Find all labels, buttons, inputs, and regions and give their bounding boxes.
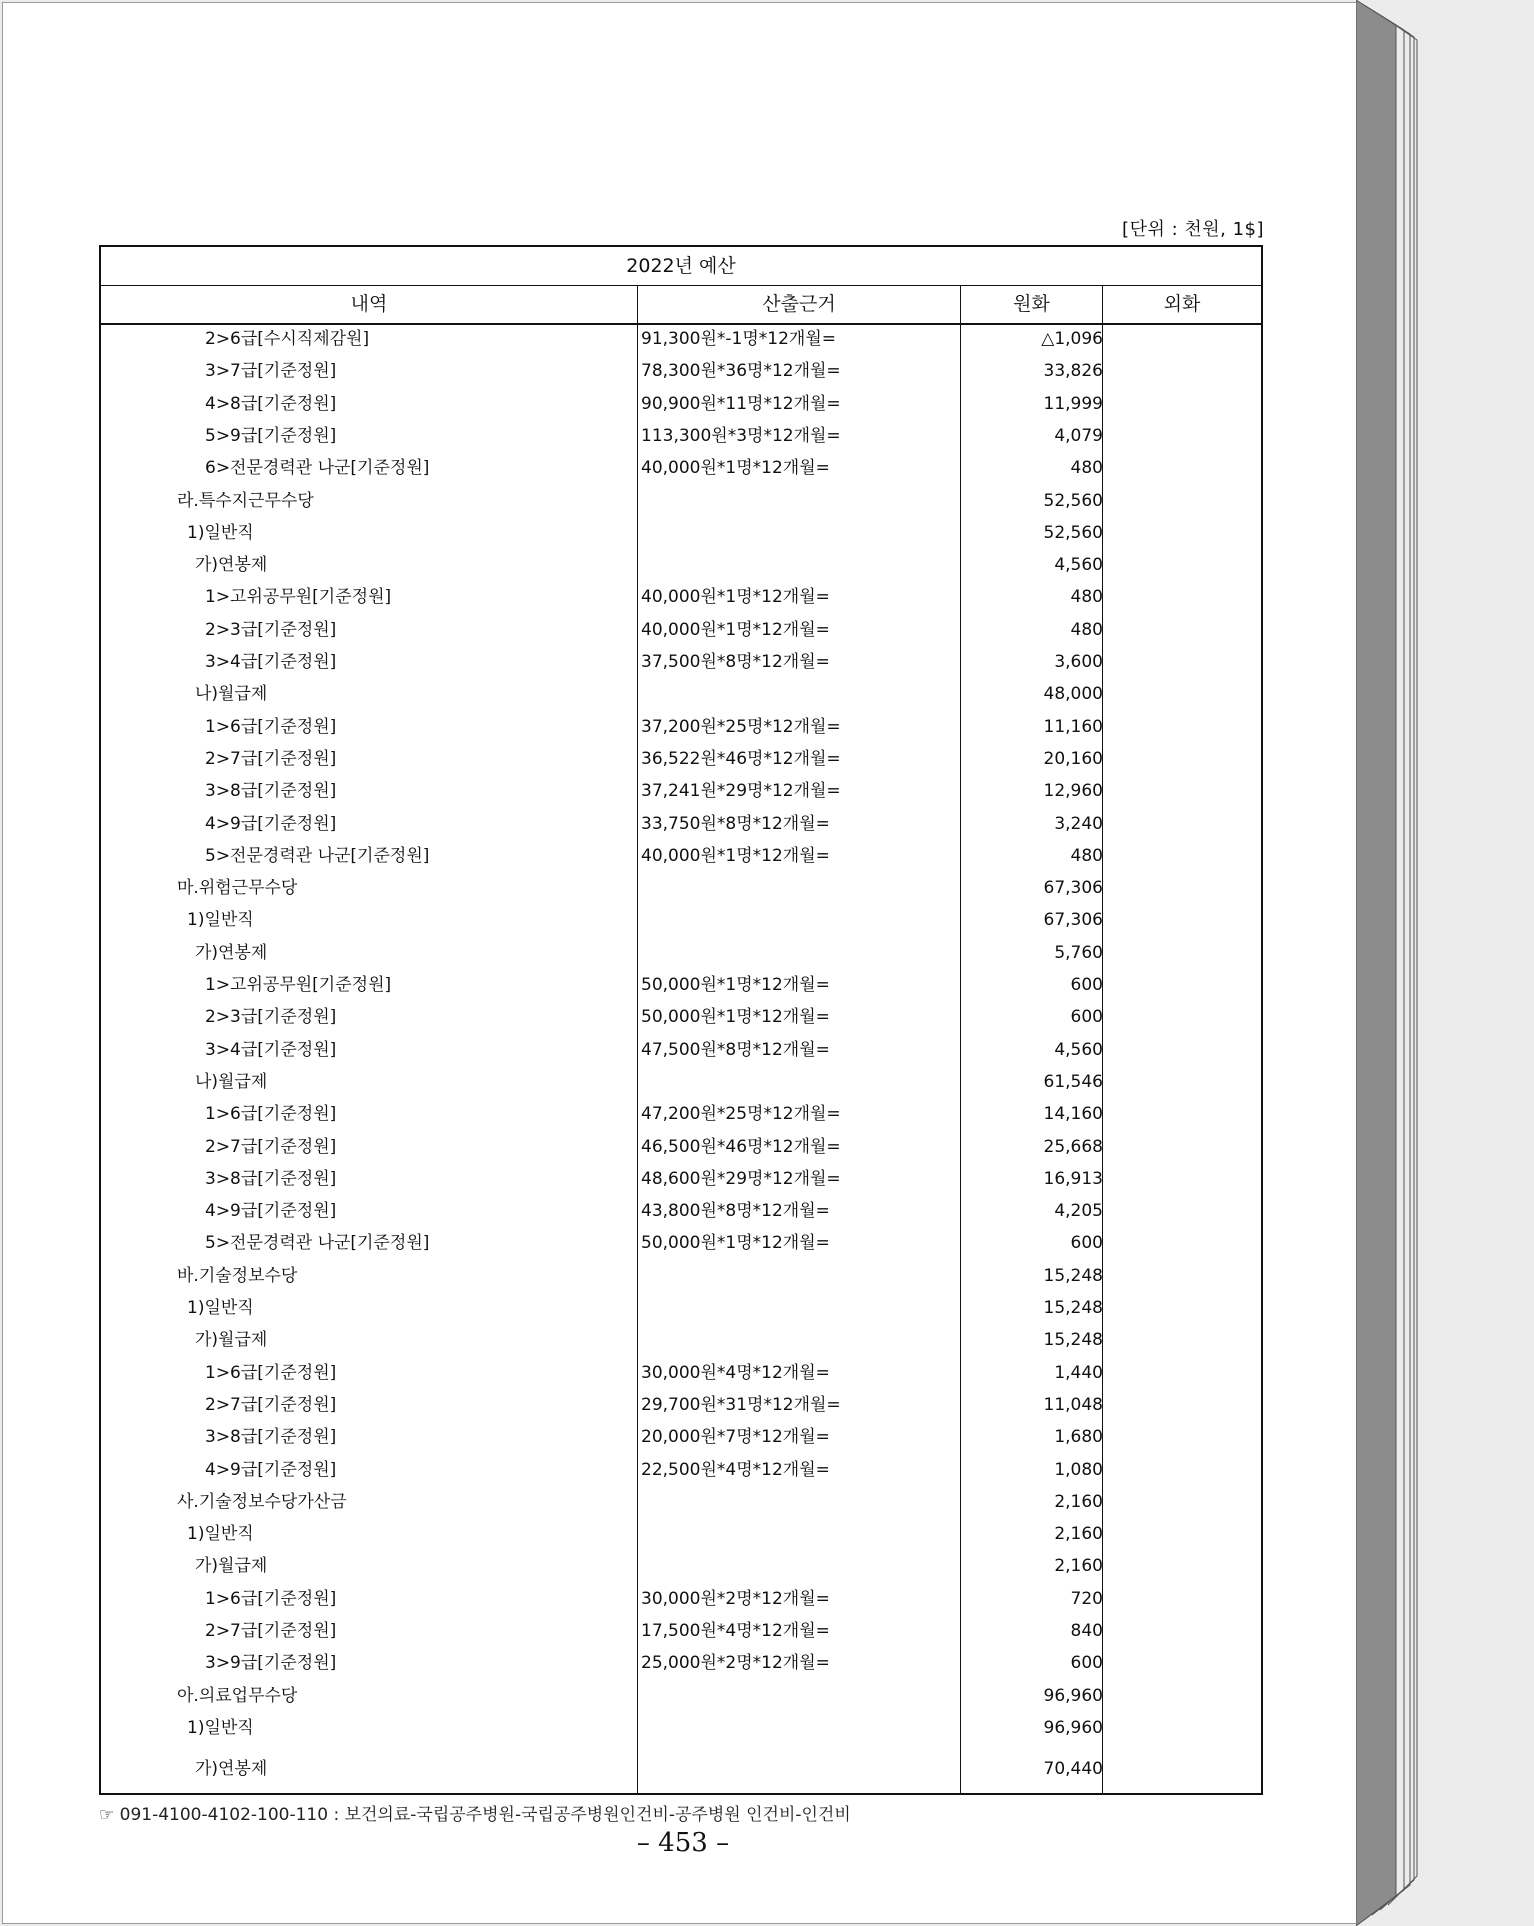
row-krw: 14,160 <box>1043 1104 1103 1125</box>
table-row <box>101 1486 1261 1518</box>
row-krw: 52,560 <box>1043 490 1103 511</box>
row-krw: 600 <box>1070 1233 1103 1254</box>
column-header-krw: 원화 <box>961 285 1102 325</box>
unit-label: [단위 : 천원, 1$] <box>1122 219 1264 240</box>
table-row <box>101 1260 1261 1292</box>
table-row <box>101 808 1261 840</box>
row-krw: 25,668 <box>1043 1136 1103 1157</box>
row-item: 라.특수지근무수당 <box>177 490 314 511</box>
row-krw: 15,248 <box>1043 1330 1103 1351</box>
page-stack-edges <box>1356 0 1418 1926</box>
row-item: 2>3급[기준정원] <box>205 1007 337 1028</box>
table-row <box>101 1712 1261 1744</box>
row-item: 1)일반직 <box>187 1717 254 1738</box>
table-row <box>101 1550 1261 1582</box>
row-krw: 600 <box>1070 1007 1103 1028</box>
table-row <box>101 1753 1261 1785</box>
row-item: 5>전문경력관 나군[기준정원] <box>205 1233 430 1254</box>
table-row <box>101 1389 1261 1421</box>
row-item: 4>9급[기준정원] <box>205 1459 337 1480</box>
row-basis: 22,500원*4명*12개월= <box>641 1459 830 1480</box>
table-row <box>101 1034 1261 1066</box>
row-basis: 17,500원*4명*12개월= <box>641 1621 830 1641</box>
row-basis: 50,000원*1명*12개월= <box>641 1007 830 1028</box>
row-item: 3>9급[기준정원] <box>205 1653 337 1674</box>
row-item: 2>7급[기준정원] <box>205 1394 337 1415</box>
row-basis: 37,241원*29명*12개월= <box>641 781 841 802</box>
table-row <box>101 517 1261 549</box>
row-krw: 70,440 <box>1043 1759 1103 1780</box>
row-item: 2>7급[기준정원] <box>205 748 337 769</box>
row-krw: 16,913 <box>1043 1168 1103 1189</box>
table-row <box>101 1131 1261 1163</box>
row-item: 1>고위공무원[기준정원] <box>205 587 392 608</box>
row-item: 바.기술정보수당 <box>177 1265 298 1286</box>
table-row <box>101 969 1261 1001</box>
row-krw: 12,960 <box>1043 781 1103 802</box>
row-krw: 67,306 <box>1043 878 1103 899</box>
row-item: 가)월급제 <box>195 1330 268 1351</box>
row-basis: 47,200원*25명*12개월= <box>641 1104 841 1125</box>
row-item: 가)연봉제 <box>195 555 268 576</box>
row-krw: 1,680 <box>1054 1427 1103 1448</box>
row-item: 1)일반직 <box>187 1298 254 1318</box>
page-number: – 453 – <box>636 1828 730 1858</box>
table-row <box>101 937 1261 969</box>
row-krw: 67,306 <box>1043 910 1103 931</box>
row-item: 아.의료업무수당 <box>177 1685 298 1706</box>
row-item: 3>8급[기준정원] <box>205 1427 337 1448</box>
table-row <box>101 355 1261 387</box>
row-item: 3>4급[기준정원] <box>205 1039 337 1060</box>
table-row <box>101 1518 1261 1550</box>
row-basis: 30,000원*2명*12개월= <box>641 1588 830 1609</box>
row-item: 2>7급[기준정원] <box>205 1136 337 1157</box>
row-krw: 15,248 <box>1043 1265 1103 1286</box>
row-item: 마.위험근무수당 <box>177 878 298 899</box>
row-krw: 3,600 <box>1054 652 1103 672</box>
row-item: 가)연봉제 <box>195 1759 268 1780</box>
row-basis: 20,000원*7명*12개월= <box>641 1427 830 1448</box>
row-krw: 840 <box>1070 1621 1103 1641</box>
table-row <box>101 323 1261 355</box>
row-krw: 600 <box>1070 975 1103 995</box>
row-krw: 1,440 <box>1054 1362 1103 1383</box>
row-krw: 20,160 <box>1043 748 1103 769</box>
row-basis: 50,000원*1명*12개월= <box>641 1233 830 1254</box>
row-krw: 4,205 <box>1054 1201 1103 1222</box>
row-item: 2>6급[수시직제감원] <box>205 329 370 349</box>
table-row <box>101 1227 1261 1259</box>
row-krw: 480 <box>1070 619 1103 640</box>
row-basis: 43,800원*8명*12개월= <box>641 1201 830 1222</box>
row-item: 5>전문경력관 나군[기준정원] <box>205 845 430 866</box>
row-krw: 96,960 <box>1043 1717 1103 1738</box>
table-row <box>101 1324 1261 1356</box>
row-basis: 33,750원*8명*12개월= <box>641 813 830 834</box>
row-basis: 40,000원*1명*12개월= <box>641 619 830 640</box>
table-row <box>101 840 1261 872</box>
row-basis: 46,500원*46명*12개월= <box>641 1136 841 1157</box>
row-krw: 2,160 <box>1054 1556 1103 1577</box>
column-header-foreign: 외화 <box>1103 285 1261 325</box>
table-row <box>101 485 1261 517</box>
table-row <box>101 743 1261 775</box>
column-header-basis: 산출근거 <box>638 285 960 325</box>
row-item: 1>6급[기준정원] <box>205 1588 337 1609</box>
row-basis: 25,000원*2명*12개월= <box>641 1653 830 1674</box>
row-item: 나)월급제 <box>195 684 268 705</box>
row-krw: 15,248 <box>1043 1298 1103 1318</box>
row-item: 4>9급[기준정원] <box>205 813 337 834</box>
row-item: 2>7급[기준정원] <box>205 1621 337 1641</box>
row-krw: 1,080 <box>1054 1459 1103 1480</box>
row-krw: 11,048 <box>1043 1394 1103 1415</box>
table-row <box>101 614 1261 646</box>
footnote: ☞ 091-4100-4102-100-110 : 보건의료-국립공주병원-국립공주병원인건비-공주병원 인건비-인건비 <box>99 1805 851 1825</box>
row-krw: 33,826 <box>1043 361 1103 382</box>
table-row <box>101 1454 1261 1486</box>
row-basis: 40,000원*1명*12개월= <box>641 587 830 608</box>
table-row <box>101 1195 1261 1227</box>
row-krw: 2,160 <box>1054 1491 1103 1512</box>
row-item: 3>8급[기준정원] <box>205 781 337 802</box>
row-krw: 720 <box>1070 1588 1103 1609</box>
row-krw: 52,560 <box>1043 522 1103 543</box>
row-krw: 480 <box>1070 587 1103 608</box>
table-row <box>101 872 1261 904</box>
row-basis: 40,000원*1명*12개월= <box>641 845 830 866</box>
row-item: 4>8급[기준정원] <box>205 393 337 414</box>
row-basis: 37,200원*25명*12개월= <box>641 716 841 737</box>
row-item: 1>6급[기준정원] <box>205 1362 337 1383</box>
table-row <box>101 678 1261 710</box>
row-item: 가)월급제 <box>195 1556 268 1577</box>
row-item: 3>4급[기준정원] <box>205 652 337 672</box>
row-basis: 37,500원*8명*12개월= <box>641 652 830 672</box>
table-row <box>101 420 1261 452</box>
row-krw: 48,000 <box>1043 684 1103 705</box>
row-basis: 91,300원*-1명*12개월= <box>641 329 836 349</box>
row-krw: 96,960 <box>1043 1685 1103 1706</box>
row-item: 4>9급[기준정원] <box>205 1201 337 1222</box>
table-row <box>101 1292 1261 1324</box>
row-krw: 5,760 <box>1054 942 1103 963</box>
row-basis: 48,600원*29명*12개월= <box>641 1168 841 1189</box>
table-row <box>101 388 1261 420</box>
row-item: 3>8급[기준정원] <box>205 1168 337 1189</box>
row-krw: 3,240 <box>1054 813 1103 834</box>
table-row <box>101 1680 1261 1712</box>
row-item: 1>고위공무원[기준정원] <box>205 975 392 995</box>
table-row <box>101 452 1261 484</box>
table-row <box>101 904 1261 936</box>
table-row <box>101 1357 1261 1389</box>
row-krw: 11,999 <box>1043 393 1103 414</box>
row-krw: △1,096 <box>1041 329 1103 349</box>
row-basis: 50,000원*1명*12개월= <box>641 975 830 995</box>
row-item: 가)연봉제 <box>195 942 268 963</box>
row-krw: 2,160 <box>1054 1524 1103 1545</box>
row-item: 1)일반직 <box>187 1524 254 1545</box>
table-row <box>101 1615 1261 1647</box>
row-krw: 480 <box>1070 845 1103 866</box>
budget-table <box>99 245 1263 1795</box>
row-basis: 90,900원*11명*12개월= <box>641 393 841 414</box>
column-header-item: 내역 <box>101 285 637 325</box>
row-krw: 4,560 <box>1054 555 1103 576</box>
row-item: 5>9급[기준정원] <box>205 425 337 446</box>
row-item: 나)월급제 <box>195 1071 268 1092</box>
table-row <box>101 1001 1261 1033</box>
row-item: 3>7급[기준정원] <box>205 361 337 382</box>
table-row <box>101 1163 1261 1195</box>
row-basis: 30,000원*4명*12개월= <box>641 1362 830 1383</box>
table-row <box>101 1098 1261 1130</box>
row-item: 1)일반직 <box>187 522 254 543</box>
row-item: 사.기술정보수당가산금 <box>177 1491 347 1512</box>
row-basis: 78,300원*36명*12개월= <box>641 361 841 382</box>
row-krw: 4,079 <box>1054 425 1103 446</box>
row-item: 1>6급[기준정원] <box>205 716 337 737</box>
table-row <box>101 581 1261 613</box>
table-row <box>101 646 1261 678</box>
year-header: 2022년 예산 <box>101 247 1261 286</box>
row-krw: 61,546 <box>1043 1071 1103 1092</box>
table-row <box>101 711 1261 743</box>
row-basis: 40,000원*1명*12개월= <box>641 458 830 479</box>
row-item: 1)일반직 <box>187 910 254 931</box>
row-basis: 47,500원*8명*12개월= <box>641 1039 830 1060</box>
document-page <box>2 2 1360 1924</box>
table-row <box>101 1583 1261 1615</box>
row-krw: 11,160 <box>1043 716 1103 737</box>
table-row <box>101 775 1261 807</box>
row-basis: 113,300원*3명*12개월= <box>641 425 841 446</box>
table-row <box>101 1421 1261 1453</box>
row-basis: 29,700원*31명*12개월= <box>641 1394 841 1415</box>
row-item: 6>전문경력관 나군[기준정원] <box>205 458 430 479</box>
table-row <box>101 1066 1261 1098</box>
row-krw: 4,560 <box>1054 1039 1103 1060</box>
row-basis: 36,522원*46명*12개월= <box>641 748 841 769</box>
table-row <box>101 1647 1261 1679</box>
row-krw: 480 <box>1070 458 1103 479</box>
row-item: 2>3급[기준정원] <box>205 619 337 640</box>
table-row <box>101 549 1261 581</box>
row-krw: 600 <box>1070 1653 1103 1674</box>
row-item: 1>6급[기준정원] <box>205 1104 337 1125</box>
